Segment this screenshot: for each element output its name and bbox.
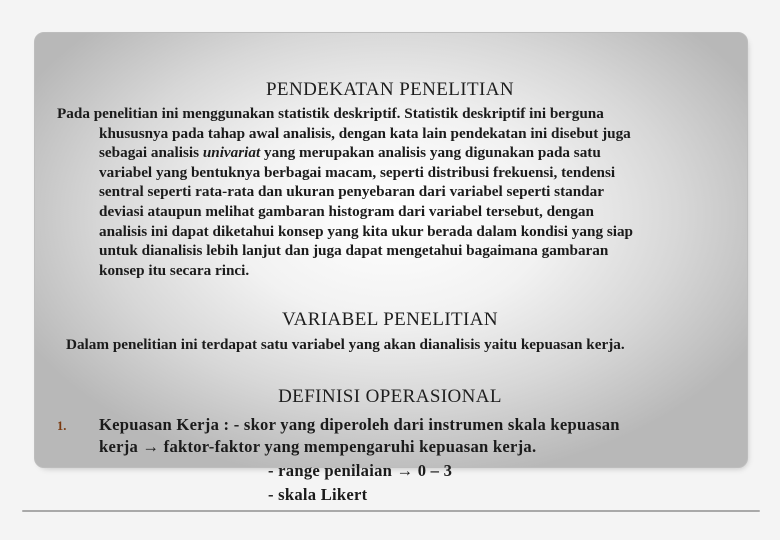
paragraph-line: [57, 143, 747, 163]
definition-item: [99, 414, 739, 458]
paragraph-line: Pada penelitian ini menggunakan statistik deskriptif. Statistik deskriptif ini berguna: [57, 105, 604, 122]
emphasis-univariat: univariat: [202, 144, 261, 162]
definition-line: Kepuasan Kerja : - skor yang diperoleh dari instrumen skala kepuasan: [99, 415, 620, 434]
paragraph-text: yang merupakan analisis yang digunakan pada satu: [260, 144, 601, 162]
paragraph-line: sentral seperti rata-rata dan ukuran penyebaran dari variabel seperti standar: [99, 183, 604, 201]
definition-subpoint: - skala Likert: [268, 485, 368, 504]
variabel-text: Dalam penelitian ini terdapat satu variabel yang akan dianalisis yaitu kepuasan kerja.: [66, 336, 625, 353]
heading-definisi: DEFINISI OPERASIONAL: [278, 386, 502, 407]
paragraph-line: konsep itu secara rinci.: [99, 261, 250, 279]
paragraph-line: untuk dianalisis lebih lanjut dan juga dapat mengetahui bagaimana gambaran: [99, 242, 609, 260]
list-marker: 1.: [57, 419, 67, 433]
bottom-divider: [22, 510, 760, 512]
paragraph-line: analisis ini dapat diketahui konsep yang kita ukur berada dalam kondisi yang siap: [99, 222, 634, 240]
paragraph-line: deviasi ataupun melihat gambaran histogram dari variabel tersebut, dengan: [99, 202, 594, 220]
pendekatan-paragraph: [57, 104, 747, 280]
paragraph-line: variabel yang bentuknya berbagai macam, seperti distribusi frekuensi, tendensi: [99, 163, 616, 181]
paragraph-line: khususnya pada tahap awal analisis, dengan kata lain pendekatan ini disebut juga: [99, 124, 631, 142]
heading-variabel: VARIABEL PENELITIAN: [281, 309, 499, 330]
definition-line: kerja → faktor-faktor yang mempengaruhi kepuasan kerja.: [99, 437, 537, 456]
definition-subpoint: - range penilaian → 0 – 3: [268, 461, 453, 480]
heading-pendekatan: PENDEKATAN PENELITIAN: [265, 79, 515, 100]
paragraph-text: sebagai analisis: [99, 144, 203, 162]
